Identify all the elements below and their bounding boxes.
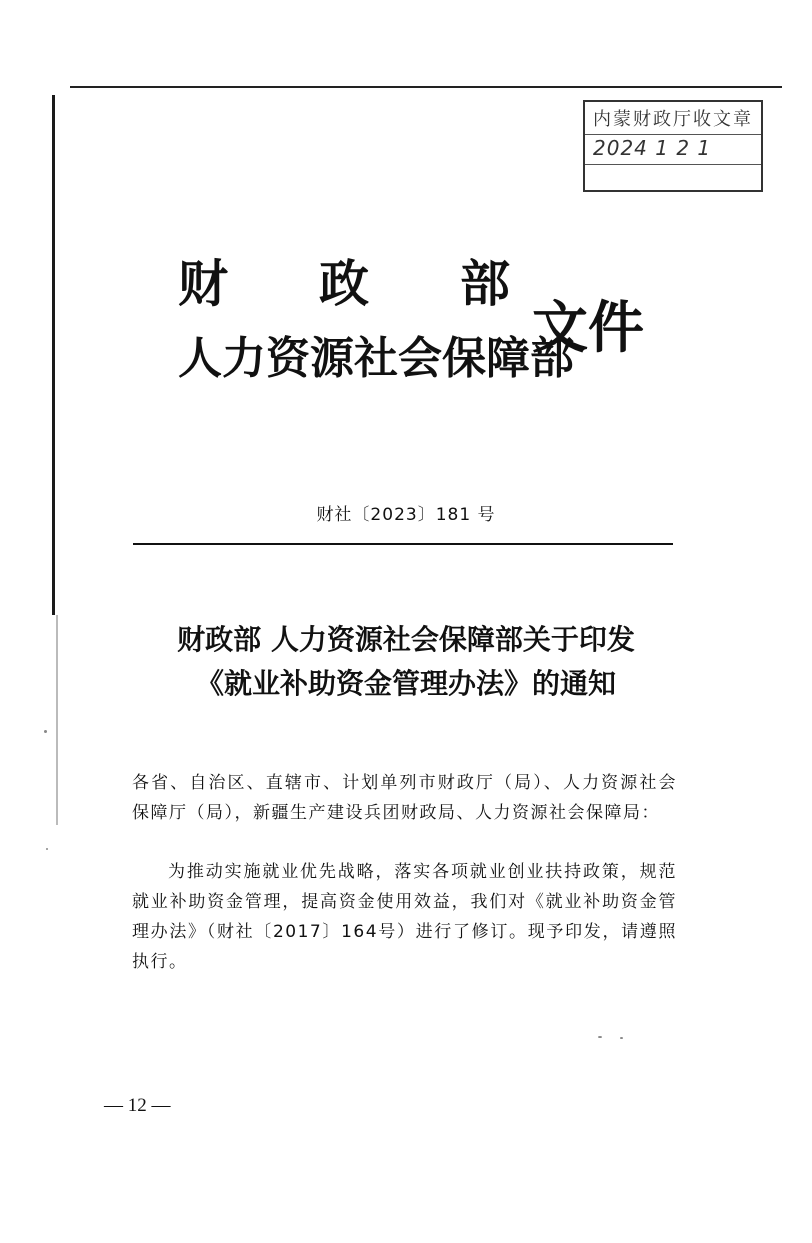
addressee-text: 各省、自治区、直辖市、计划单列市财政厅（局）、人力资源社会保障厅（局），新疆生产建设兵团财政局、人力资源社会保障局： [132,773,677,823]
body-paragraph [132,857,677,977]
scan-speck [598,1036,602,1038]
issuer-line-2: 人力资源社会保障部 [178,333,574,384]
addressee [132,768,677,828]
scan-speck [620,1037,623,1039]
stamp-title: 内蒙财政厅收文章 [593,109,753,130]
issuer-line-1 [178,244,510,316]
receipt-stamp [583,100,763,192]
scan-edge-top [70,86,782,88]
scan-speck [44,730,47,733]
document-suffix: 文件 [532,295,644,361]
header-rule [133,543,673,545]
issuer-char: 部 [460,254,510,313]
issuer-char: 政 [319,254,369,313]
document-number: 财社〔2023〕181 号 [316,505,496,525]
page-number: — 12 — [104,1095,171,1116]
body-text: 为推动实施就业优先战略，落实各项就业创业扶持政策，规范就业补助资金管理，提高资金使用效益，我们对《就业补助资金管理办法》（财社〔2017〕164号）进行了修订。现予印发，请遵照执行。 [132,862,677,972]
document-title-line-2: 《就业补助资金管理办法》的通知 [195,667,616,700]
document-title-line-1: 财政部 人力资源社会保障部关于印发 [177,623,635,656]
stamp-footer [585,166,761,188]
scan-edge-left [52,95,55,615]
scan-speck [46,848,48,850]
stamp-date: 2024 1 2 1 [593,136,712,160]
issuer-char: 财 [178,254,228,313]
stamp-divider [585,164,761,165]
